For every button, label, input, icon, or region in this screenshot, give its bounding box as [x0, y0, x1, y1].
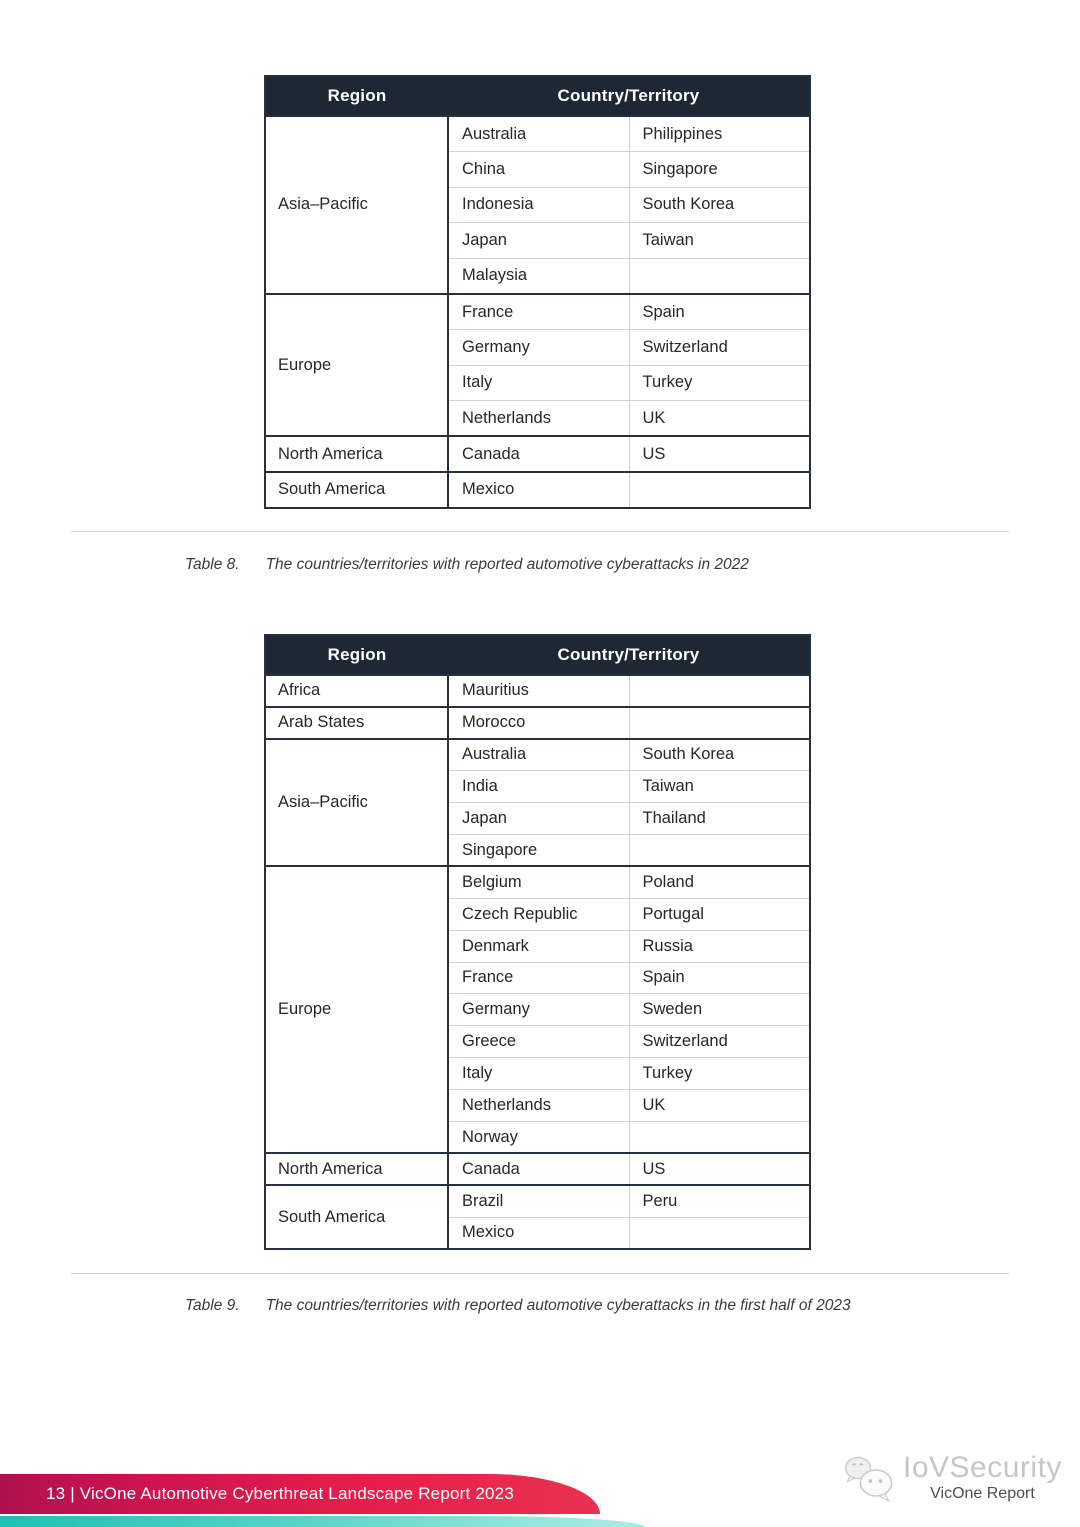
region-cell: Europe: [265, 866, 448, 1153]
iov-security-logo: [843, 1452, 1062, 1506]
table-9: [264, 634, 811, 1250]
caption-text: The countries/territories with reported automotive cyberattacks in the first half of 2023: [265, 1297, 851, 1314]
country-cell-secondary: Singapore: [629, 152, 810, 188]
country-cell-secondary: Turkey: [629, 365, 810, 401]
country-cell-secondary: Peru: [629, 1185, 810, 1217]
country-cell-secondary: South Korea: [629, 187, 810, 223]
country-cell-primary: Japan: [448, 223, 629, 259]
country-cell-primary: Morocco: [448, 707, 629, 739]
table-row: [265, 1185, 810, 1217]
chat-bubbles-icon: [843, 1454, 897, 1506]
table-row: [265, 116, 810, 152]
country-cell-secondary: Philippines: [629, 116, 810, 152]
region-cell: Arab States: [265, 707, 448, 739]
country-cell-primary: China: [448, 152, 629, 188]
country-cell-primary: Italy: [448, 365, 629, 401]
logo-title: IoVSecurity: [903, 1451, 1062, 1484]
country-cell-primary: Denmark: [448, 930, 629, 962]
divider-line: [71, 1273, 1009, 1274]
country-cell-primary: India: [448, 771, 629, 803]
column-header-country: Country/Territory: [448, 76, 810, 116]
footer-banner: [0, 1474, 600, 1514]
country-cell-secondary: [629, 1121, 810, 1153]
table-row: [265, 675, 810, 707]
country-cell-secondary: [629, 707, 810, 739]
country-cell-primary: Singapore: [448, 834, 629, 866]
country-cell-primary: Indonesia: [448, 187, 629, 223]
countries-table-2023: [264, 634, 811, 1250]
region-cell: South America: [265, 472, 448, 508]
country-cell-secondary: [629, 834, 810, 866]
country-cell-secondary: Poland: [629, 866, 810, 898]
country-cell-primary: Germany: [448, 330, 629, 366]
country-cell-primary: Netherlands: [448, 1090, 629, 1122]
table-9-caption: [185, 1297, 851, 1315]
country-cell-secondary: US: [629, 436, 810, 472]
country-cell-secondary: Spain: [629, 294, 810, 330]
region-cell: South America: [265, 1185, 448, 1249]
country-cell-secondary: Portugal: [629, 898, 810, 930]
country-cell-primary: France: [448, 294, 629, 330]
country-cell-secondary: Switzerland: [629, 1026, 810, 1058]
region-cell: Asia–Pacific: [265, 739, 448, 867]
country-cell-secondary: Sweden: [629, 994, 810, 1026]
country-cell-secondary: [629, 1217, 810, 1249]
country-cell-primary: Malaysia: [448, 258, 629, 294]
country-cell-secondary: [629, 258, 810, 294]
country-cell-secondary: Turkey: [629, 1058, 810, 1090]
table-row: [265, 739, 810, 771]
table-header-row: [265, 635, 810, 675]
footer-page-text: 13 | VicOne Automotive Cyberthreat Landscape Report 2023: [46, 1484, 514, 1503]
country-cell-primary: Australia: [448, 739, 629, 771]
country-cell-primary: Japan: [448, 803, 629, 835]
region-cell: Asia–Pacific: [265, 116, 448, 294]
logo-subtitle: VicOne Report: [930, 1485, 1035, 1502]
country-cell-primary: Norway: [448, 1121, 629, 1153]
country-cell-primary: Netherlands: [448, 401, 629, 437]
table-header-row: [265, 76, 810, 116]
table-row: [265, 866, 810, 898]
country-cell-primary: Australia: [448, 116, 629, 152]
country-cell-primary: Brazil: [448, 1185, 629, 1217]
country-cell-primary: Belgium: [448, 866, 629, 898]
country-cell-secondary: Russia: [629, 930, 810, 962]
country-cell-primary: Germany: [448, 994, 629, 1026]
region-cell: Africa: [265, 675, 448, 707]
country-cell-secondary: [629, 675, 810, 707]
country-cell-secondary: Taiwan: [629, 223, 810, 259]
country-cell-secondary: Thailand: [629, 803, 810, 835]
table-row: [265, 436, 810, 472]
teal-ribbon: [0, 1516, 645, 1527]
region-cell: Europe: [265, 294, 448, 436]
region-cell: North America: [265, 1153, 448, 1185]
table-row: [265, 1153, 810, 1185]
country-cell-primary: Italy: [448, 1058, 629, 1090]
caption-text: The countries/territories with reported automotive cyberattacks in 2022: [265, 556, 749, 573]
country-cell-primary: Mexico: [448, 472, 629, 508]
caption-label: Table 9.: [185, 1297, 240, 1314]
country-cell-secondary: Spain: [629, 962, 810, 994]
table-row: [265, 472, 810, 508]
country-cell-primary: France: [448, 962, 629, 994]
country-cell-primary: Canada: [448, 436, 629, 472]
country-cell-primary: Canada: [448, 1153, 629, 1185]
country-cell-secondary: UK: [629, 401, 810, 437]
table-row: [265, 707, 810, 739]
country-cell-primary: Mauritius: [448, 675, 629, 707]
column-header-country: Country/Territory: [448, 635, 810, 675]
divider-line: [71, 531, 1009, 532]
country-cell-primary: Greece: [448, 1026, 629, 1058]
country-cell-primary: Mexico: [448, 1217, 629, 1249]
country-cell-primary: Czech Republic: [448, 898, 629, 930]
table-8-caption: [185, 556, 749, 574]
caption-label: Table 8.: [185, 556, 240, 573]
region-cell: North America: [265, 436, 448, 472]
countries-table-2022: [264, 75, 811, 509]
country-cell-secondary: UK: [629, 1090, 810, 1122]
column-header-region: Region: [265, 76, 448, 116]
country-cell-secondary: South Korea: [629, 739, 810, 771]
country-cell-secondary: Switzerland: [629, 330, 810, 366]
column-header-region: Region: [265, 635, 448, 675]
country-cell-secondary: [629, 472, 810, 508]
table-row: [265, 294, 810, 330]
country-cell-secondary: US: [629, 1153, 810, 1185]
table-8: [264, 75, 811, 509]
country-cell-secondary: Taiwan: [629, 771, 810, 803]
